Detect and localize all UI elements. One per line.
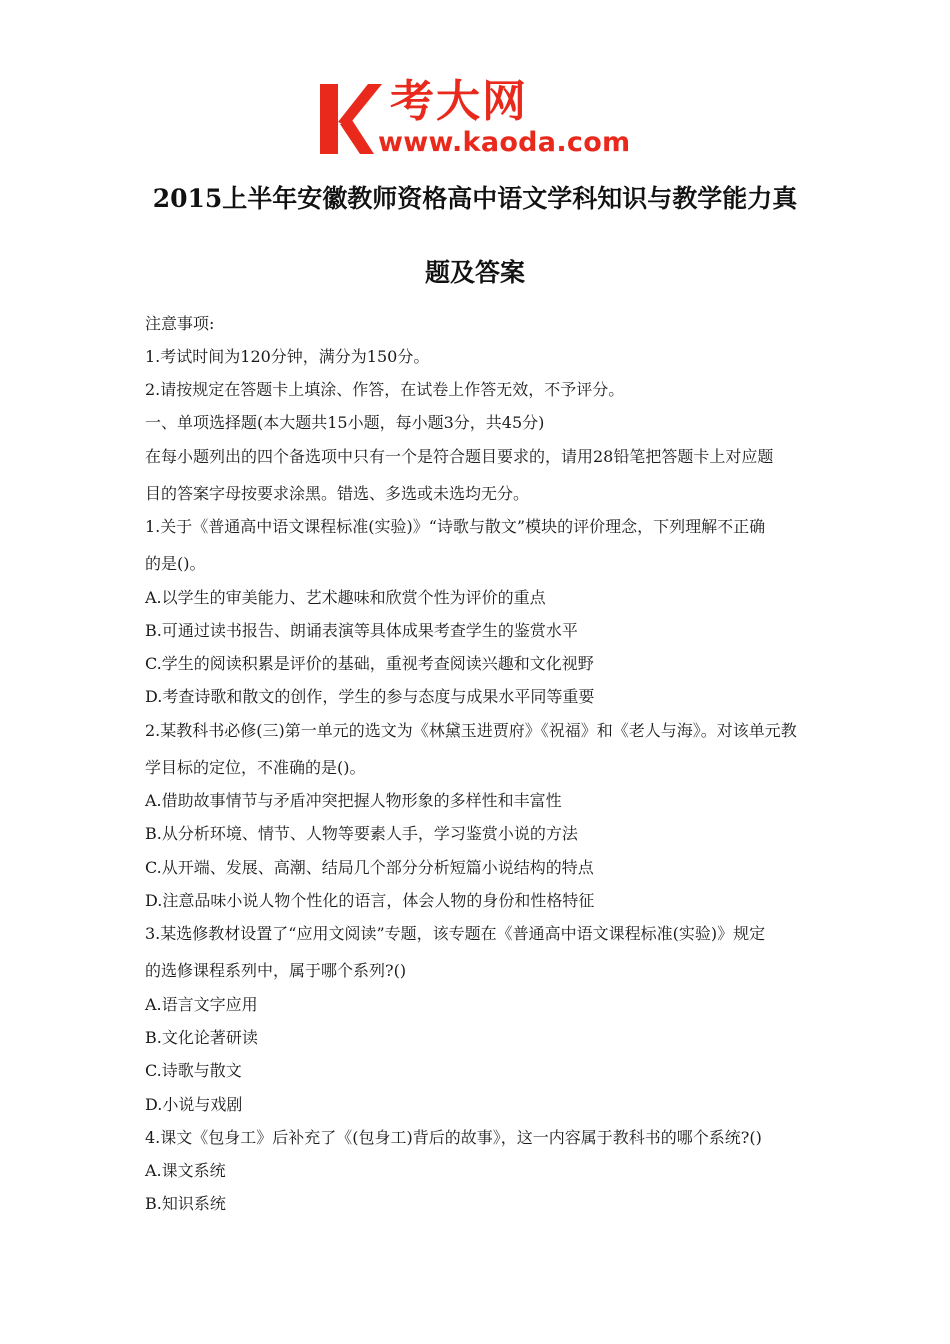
notice-item-1: 1.考试时间为120分钟，满分为150分。 bbox=[145, 347, 430, 366]
question-3-option-a: A.语言文字应用 bbox=[145, 995, 258, 1014]
question-2-option-b: B.从分析环境、情节、人物等要素人手，学习鉴赏小说的方法 bbox=[145, 824, 578, 843]
question-1-option-c: C.学生的阅读积累是评价的基础，重视考查阅读兴趣和文化视野 bbox=[145, 654, 594, 673]
question-2-option-a: A.借助故事情节与矛盾冲突把握人物形象的多样性和丰富性 bbox=[145, 791, 562, 810]
question-3-option-b: B.文化论著研读 bbox=[145, 1028, 258, 1047]
question-4-line-1: 4.课文《包身工》后补充了《(包身工)背后的故事》，这一内容属于教科书的哪个系统?() bbox=[145, 1128, 762, 1147]
question-1-option-d: D.考查诗歌和散文的创作，学生的参与态度与成果水平同等重要 bbox=[145, 687, 595, 706]
question-2-option-d: D.注意品味小说人物个性化的语言，体会人物的身份和性格特征 bbox=[145, 891, 595, 910]
notice-item-2: 2.请按规定在答题卡上填涂、作答，在试卷上作答无效，不予评分。 bbox=[145, 380, 625, 399]
k-letter-logo-icon bbox=[318, 80, 384, 158]
notice-heading: 注意事项: bbox=[145, 314, 215, 333]
question-2-line-1: 2.某教科书必修(三)第一单元的选文为《林黛玉进贾府》《祝福》和《老人与海》。对该单元教 bbox=[145, 721, 797, 740]
section-heading: 一、单项选择题(本大题共15小题，每小题3分，共45分) bbox=[145, 413, 545, 432]
question-2-option-c: C.从开端、发展、高潮、结局几个部分分析短篇小说结构的特点 bbox=[145, 858, 594, 877]
question-3-option-c: C.诗歌与散文 bbox=[145, 1061, 242, 1080]
question-1-line-2: 的是()。 bbox=[145, 554, 206, 573]
question-3-option-d: D.小说与戏剧 bbox=[145, 1095, 243, 1114]
question-1-line-1: 1.关于《普通高中语文课程标准(实验)》“诗歌与散文”模块的评价理念，下列理解不正确 bbox=[145, 517, 766, 536]
kaoda-logo bbox=[318, 78, 638, 160]
question-1-option-a: A.以学生的审美能力、艺术趣味和欣赏个性为评价的重点 bbox=[145, 588, 546, 607]
question-2-line-2: 学目标的定位，不准确的是()。 bbox=[145, 758, 366, 777]
question-1-option-b: B.可通过读书报告、朗诵表演等具体成果考查学生的鉴赏水平 bbox=[145, 621, 578, 640]
question-4-option-b: B.知识系统 bbox=[145, 1194, 226, 1213]
question-3-line-1: 3.某选修教材设置了“应用文阅读”专题，该专题在《普通高中语文课程标准(实验)》规定 bbox=[145, 924, 766, 943]
logo-chinese-text: 考大网 bbox=[390, 76, 528, 127]
instructions-line-1: 在每小题列出的四个备选项中只有一个是符合题目要求的，请用28铅笔把答题卡上对应题 bbox=[145, 447, 774, 466]
question-4-option-a: A.课文系统 bbox=[145, 1161, 226, 1180]
question-3-line-2: 的选修课程系列中，属于哪个系列?() bbox=[145, 961, 407, 980]
document-title-line-2: 题及答案 bbox=[424, 258, 525, 287]
logo-url-text: www.kaoda.com bbox=[378, 127, 631, 158]
instructions-line-2: 目的答案字母按要求涂黑。错选、多选或未选均无分。 bbox=[145, 484, 530, 503]
document-title-line-1: 2015上半年安徽教师资格高中语文学科知识与教学能力真 bbox=[152, 184, 798, 213]
